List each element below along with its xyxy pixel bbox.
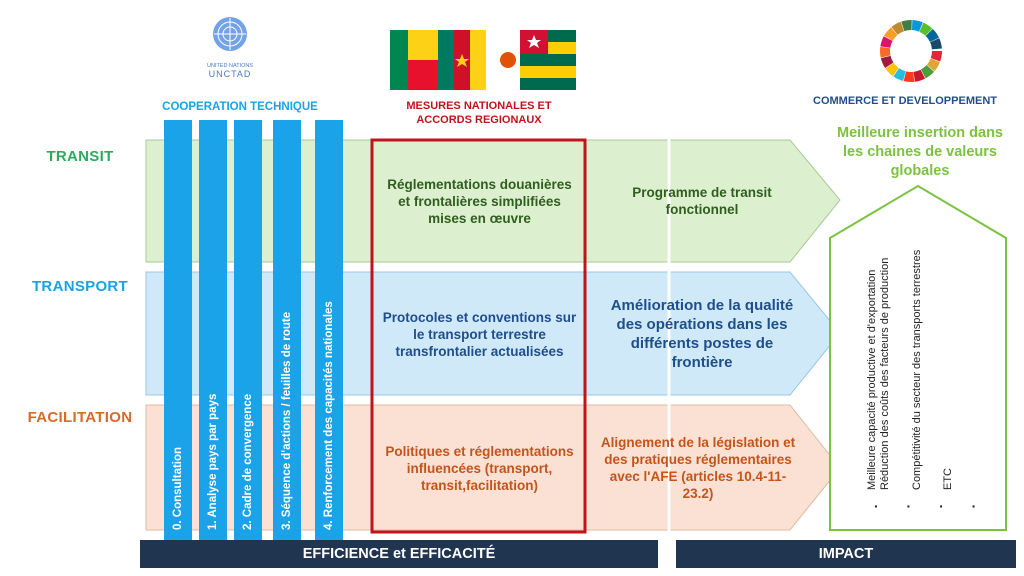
- sdg-wheel-icon: [878, 18, 944, 84]
- header-commerce: COMMERCE ET DEVELOPPEMENT: [813, 95, 997, 107]
- flag-cameroon-icon: [438, 30, 486, 90]
- flag-benin-icon: [390, 30, 438, 90]
- bar-consultation: [164, 120, 192, 540]
- un-logo-line2: UNCTAD: [208, 69, 252, 79]
- mesures-cell-transport: Protocoles et conventions sur le transport terrestre transfrontalier actualisées: [382, 309, 577, 359]
- header-mesures: MESURES NATIONALES ET ACCORDS REGIONAUX: [406, 100, 552, 126]
- un-logo-line1: UNITED NATIONS: [206, 63, 254, 69]
- un-emblem-icon: [206, 14, 254, 58]
- flag-togo-icon: [520, 30, 576, 90]
- header-cooperation: COOPERATION TECHNIQUE: [162, 101, 318, 113]
- bar-label: 1. Analyse pays par pays: [207, 393, 219, 530]
- impact-bar: IMPACT: [676, 540, 1016, 568]
- bar-label: 4. Renforcement des capacités nationales: [323, 301, 335, 530]
- bar-cadre: [234, 120, 262, 540]
- bar-label: 2. Cadre de convergence: [242, 393, 254, 530]
- impact-item-4: ETC: [942, 468, 954, 490]
- efficience-bar: EFFICIENCE et EFFICACITÉ: [140, 540, 658, 568]
- bar-analyse: [199, 120, 227, 540]
- bar-renforcement: [315, 120, 343, 540]
- bar-sequence: [273, 120, 301, 540]
- row-label-facilitation: FACILITATION: [27, 409, 133, 426]
- flag-niger-icon: [498, 50, 518, 70]
- row-label-transport: TRANSPORT: [31, 278, 129, 295]
- row-label-transit: TRANSIT: [46, 148, 114, 165]
- result-cell-transit: Programme de transit fonctionnel: [632, 185, 772, 217]
- un-logo: [200, 14, 260, 79]
- result-cell-facilitation: Alignement de la législation et des pratiques réglementaires avec l'AFE (articles 10.4-11-23.2): [600, 435, 796, 501]
- mesures-cell-transit: Réglementations douanières et frontalières simplifiées mises en œuvre: [387, 176, 572, 226]
- impact-item-1: Meilleure capacité productive et d'exportation: [866, 269, 878, 490]
- impact-items: [866, 240, 996, 520]
- impact-title: Meilleure insertion dans les chaines de valeurs globales: [837, 125, 1003, 179]
- mesures-cell-facilitation: Politiques et réglementations influencées (transport, transit,facilitation): [385, 443, 574, 493]
- bar-label: 0. Consultation: [172, 446, 184, 530]
- flags: [390, 30, 576, 90]
- impact-bullets: · · · ·: [874, 498, 989, 514]
- result-cell-transport: Amélioration de la qualité des opérations dans les différents postes de frontière: [610, 297, 794, 371]
- impact-item-2: Réduction des coûts des facteurs de production: [879, 257, 891, 490]
- bar-label: 3. Séquence d'actions / feuilles de route: [281, 311, 293, 530]
- impact-item-3: Compétitivité du secteur des transports terrestres: [911, 249, 923, 490]
